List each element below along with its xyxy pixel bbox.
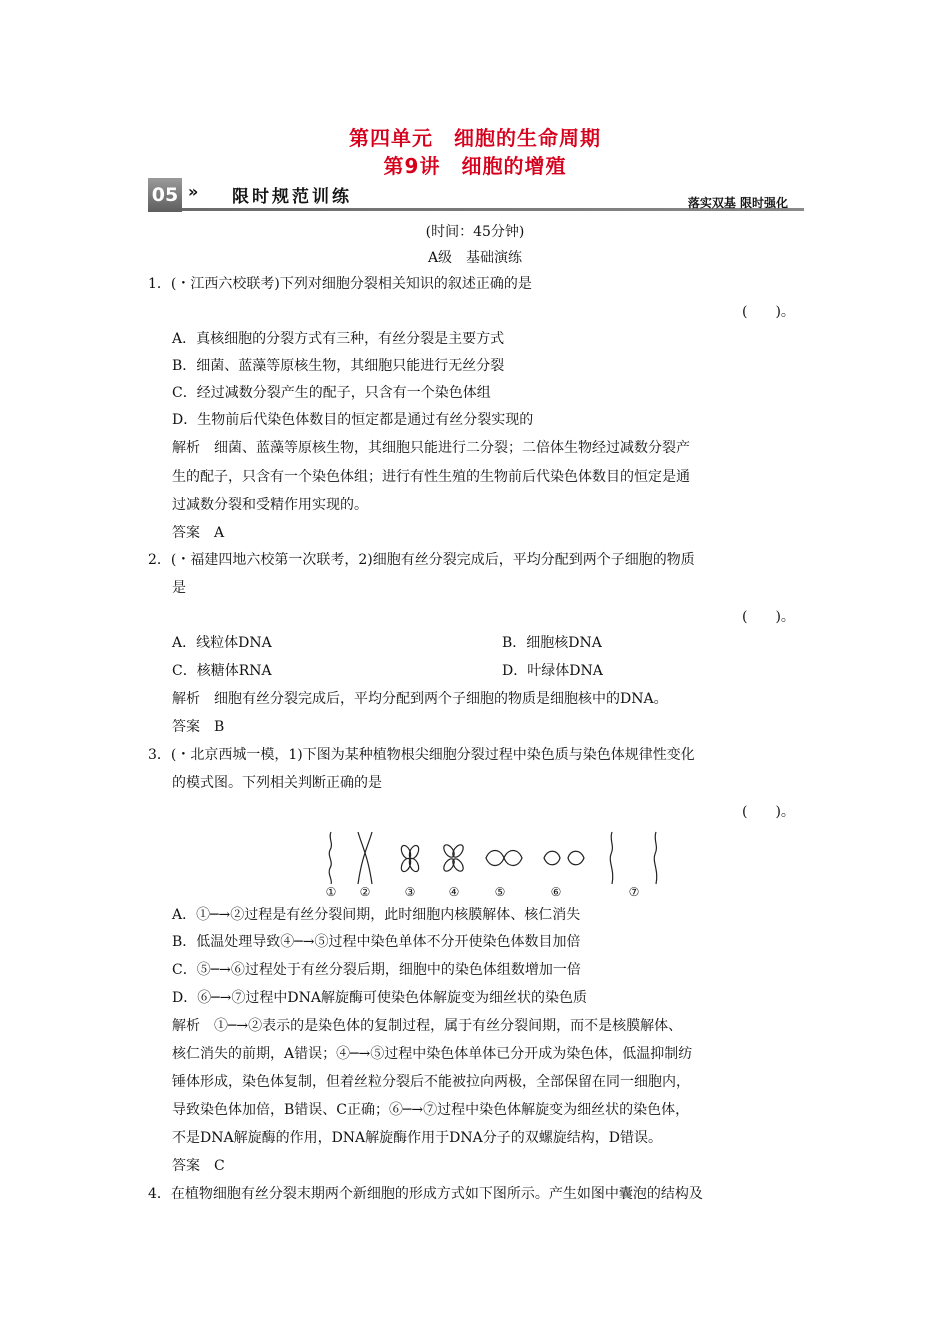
q1-answer-blank: ( )。 xyxy=(742,304,795,320)
q1-answer: 答案 A xyxy=(172,525,225,541)
time-limit: (时间：45分钟) xyxy=(425,224,525,240)
chevron-icon: » xyxy=(188,182,199,201)
figure-label: ⑥ xyxy=(550,885,562,899)
q2-option-c: C．核糖体RNA xyxy=(172,663,272,679)
q3-stem-cont: 的模式图。下列相关判断正确的是 xyxy=(172,775,382,791)
figure-label: ⑤ xyxy=(494,885,506,899)
section-number: 05 xyxy=(148,178,182,212)
q2-stem-cont: 是 xyxy=(172,580,186,596)
section-subtitle: 落实双基 限时强化 xyxy=(687,196,788,210)
q3-explanation-line: 导致染色体加倍，B错误、C正确；⑥─→⑦过程中染色体解旋变为细丝状的染色体， xyxy=(172,1102,690,1118)
chromatin-shape-7a xyxy=(610,832,613,884)
q3-option-c: C．⑤─→⑥过程处于有丝分裂后期，细胞中的染色体组数增加一倍 xyxy=(172,962,581,978)
q1-option-d: D．生物前后代染色体数目的恒定都是通过有丝分裂实现的 xyxy=(172,412,534,428)
q3-explanation-line: 锤体形成，染色体复制，但着丝粒分裂后不能被拉向两极，全部保留在同一细胞内， xyxy=(172,1074,690,1090)
figure-label: ② xyxy=(359,885,371,899)
chromosome-diagram xyxy=(318,828,668,900)
q2-answer: 答案 B xyxy=(172,719,225,735)
q3-answer-blank: ( )。 xyxy=(742,804,795,820)
figure-label: ③ xyxy=(404,885,416,899)
q1-option-c: C．经过减数分裂产生的配子，只含有一个染色体组 xyxy=(172,385,491,401)
figure-label: ① xyxy=(325,885,337,899)
chromatin-shape-1 xyxy=(329,832,331,884)
chromatid-shape-6b xyxy=(568,851,584,865)
chromatid-shape-5a xyxy=(486,851,504,866)
q3-answer: 答案 C xyxy=(172,1158,225,1174)
chromatin-shape-7b xyxy=(654,832,657,884)
section-banner xyxy=(148,178,804,216)
figure-label: ⑦ xyxy=(628,885,640,899)
q3-option-d: D．⑥─→⑦过程中DNA解旋酶可使染色体解旋变为细丝状的染色质 xyxy=(172,990,587,1006)
q3-option-a: A．①─→②过程是有丝分裂间期，此时细胞内核膜解体、核仁消失 xyxy=(172,907,581,923)
q3-option-b: B．低温处理导致④─→⑤过程中染色单体不分开使染色体数目加倍 xyxy=(172,934,581,950)
section-title: 限时规范训练 xyxy=(232,187,352,207)
q1-option-a: A．真核细胞的分裂方式有三种，有丝分裂是主要方式 xyxy=(172,331,505,347)
q2-option-a: A．线粒体DNA xyxy=(172,635,272,651)
chromatid-shape-5b xyxy=(504,851,522,866)
q2-option-d: D．叶绿体DNA xyxy=(502,663,603,679)
q4-stem: 4．在植物细胞有丝分裂末期两个新细胞的形成方式如下图所示。产生如图中囊泡的结构及 xyxy=(148,1186,703,1202)
q3-stem: 3．(・北京西城一模，1)下图为某种植物根尖细胞分裂过程中染色质与染色体规律性变化 xyxy=(148,747,695,763)
q2-stem: 2．(・福建四地六校第一次联考，2)细胞有丝分裂完成后，平均分配到两个子细胞的物质 xyxy=(148,552,695,568)
q2-option-b: B．细胞核DNA xyxy=(502,635,602,651)
chromatid-shape-6a xyxy=(544,851,560,865)
q1-explanation-line: 过减数分裂和受精作用实现的。 xyxy=(172,497,368,513)
q3-explanation-line: 不是DNA解旋酶的作用，DNA解旋酶作用于DNA分子的双螺旋结构，D错误。 xyxy=(172,1130,662,1146)
q1-explanation-line: 生的配子，只含有一个染色体组；进行有性生殖的生物前后代染色体数目的恒定是通 xyxy=(172,469,690,485)
q3-explanation-line: 核仁消失的前期，A错误；④─→⑤过程中染色体单体已分开成为染色体，低温抑制纺 xyxy=(172,1046,693,1062)
q1-explanation-line: 解析 细菌、蓝藻等原核生物，其细胞只能进行二分裂；二倍体生物经过减数分裂产 xyxy=(172,440,690,456)
figure-label: ④ xyxy=(448,885,460,899)
q3-explanation-line: 解析 ①─→②表示的是染色体的复制过程，属于有丝分裂间期，而不是核膜解体、 xyxy=(172,1018,683,1034)
q1-stem: 1．(・江西六校联考)下列对细胞分裂相关知识的叙述正确的是 xyxy=(148,276,532,292)
q2-explanation: 解析 细胞有丝分裂完成后，平均分配到两个子细胞的物质是细胞核中的DNA。 xyxy=(172,691,668,707)
q2-answer-blank: ( )。 xyxy=(742,609,795,625)
lecture-title: 第9讲 细胞的增殖 xyxy=(383,154,567,178)
unit-title: 第四单元 细胞的生命周期 xyxy=(349,126,601,150)
q1-option-b: B．细菌、蓝藻等原核生物，其细胞只能进行无丝分裂 xyxy=(172,358,505,374)
level-heading: A级 基础演练 xyxy=(427,250,523,266)
